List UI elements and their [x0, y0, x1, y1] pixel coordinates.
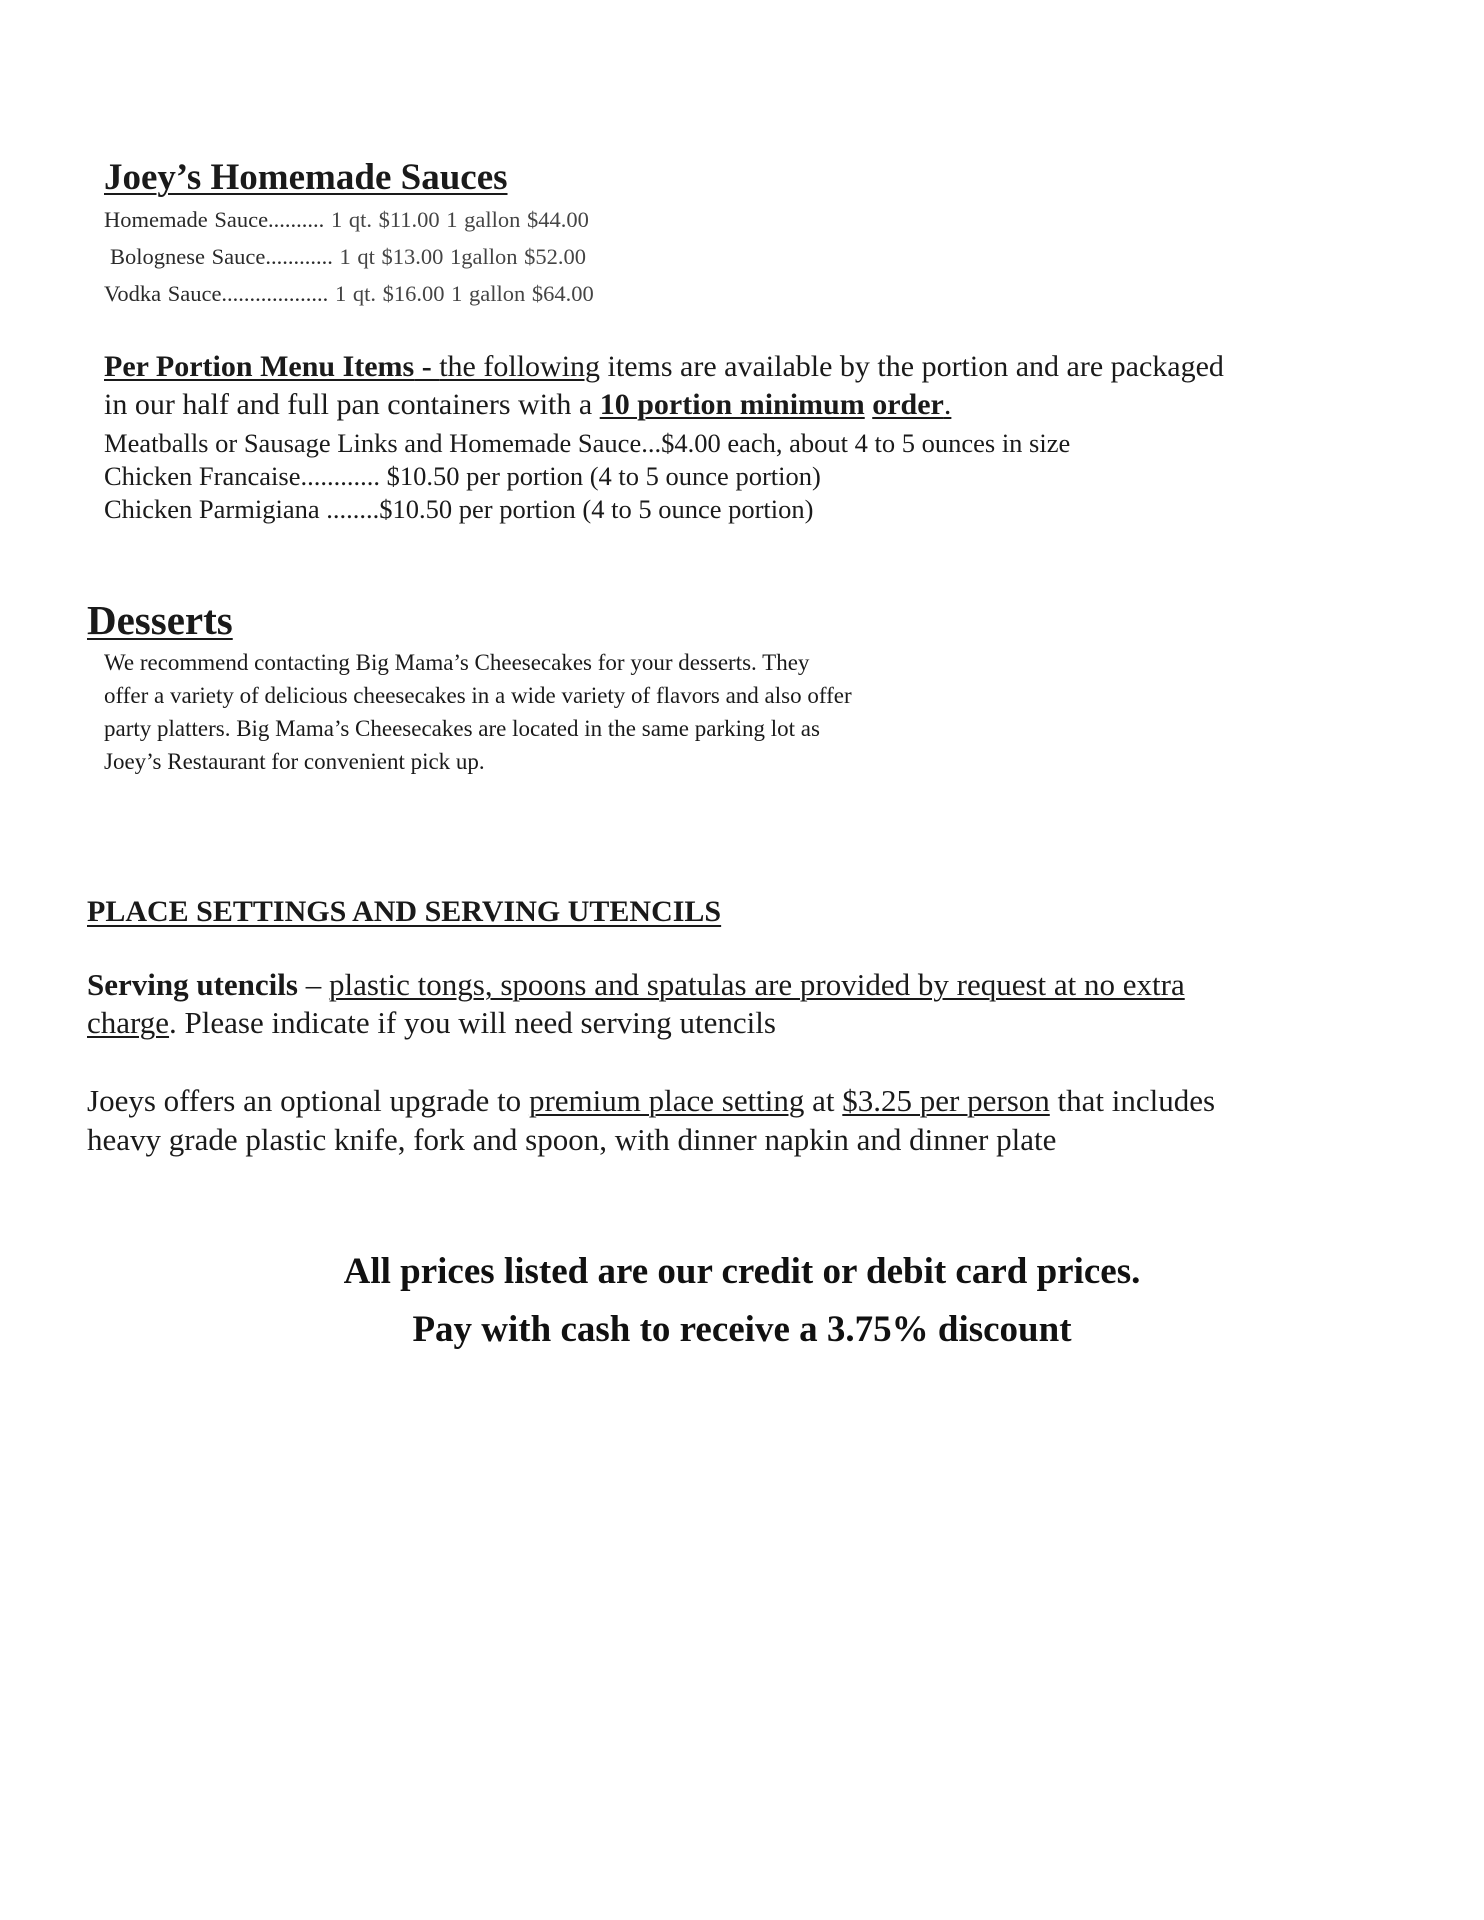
serving-utensils-line-2 — [87, 1005, 776, 1041]
footer-prices-note: All prices listed are our credit or debit card prices. — [343, 1251, 1141, 1292]
sauces-heading: Joey’s Homemade Sauces — [104, 157, 508, 198]
portion-heading: Per Portion Menu Items — [104, 350, 415, 383]
desserts-text-line: We recommend contacting Big Mama’s Cheesecakes for your desserts. They — [104, 650, 810, 675]
sauce-name: Homemade Sauce.......... — [104, 207, 325, 232]
sauce-name: Bolognese Sauce............ — [110, 244, 333, 269]
sauce-gallon-price: 1 gallon $44.00 — [446, 207, 589, 232]
upgrade-at: at — [804, 1083, 843, 1118]
portion-minimum: 10 portion minimum — [599, 388, 865, 421]
upgrade-post: that includes — [1049, 1083, 1216, 1118]
upgrade-pre: Joeys offers an optional upgrade to — [87, 1083, 529, 1118]
sauce-gallon-price: 1 gallon $64.00 — [451, 281, 594, 306]
sauce-quart-price: 1 qt. $16.00 — [334, 281, 445, 306]
sauce-item-bolognese — [110, 244, 586, 270]
portion-item-parmigiana: Chicken Parmigiana ........$10.50 per portion (4 to 5 ounce portion) — [104, 494, 814, 524]
serving-utensils-dash: – — [297, 967, 329, 1002]
serving-utensils-underlined: plastic tongs, spoons and spatulas are provided by request at no extra — [328, 967, 1185, 1002]
sauce-name: Vodka Sauce................... — [104, 281, 329, 306]
upgrade-price: $3.25 per person — [842, 1083, 1050, 1118]
portion-order: order — [872, 388, 944, 421]
portion-item-meatballs: Meatballs or Sausage Links and Homemade Sauce...$4.00 each, about 4 to 5 ounces in size — [104, 428, 1071, 458]
portion-period: . — [943, 388, 952, 421]
desserts-text-line: offer a variety of delicious cheesecakes in a wide variety of flavors and also offer — [104, 683, 852, 708]
sauce-item-vodka — [104, 281, 594, 307]
sauce-quart-price: 1 qt $13.00 — [339, 244, 444, 269]
footer-cash-discount: Pay with cash to receive a 3.75% discount — [412, 1309, 1072, 1350]
desserts-heading: Desserts — [87, 597, 233, 643]
portion-intro-line-1 — [104, 350, 1224, 384]
sauce-gallon-price: 1gallon $52.00 — [449, 244, 586, 269]
portion-dash: - — [414, 350, 440, 383]
desserts-text-line: party platters. Big Mama’s Cheesecakes are located in the same parking lot as — [104, 716, 820, 741]
portion-intro-line2: in our half and full pan containers with a — [104, 388, 600, 421]
sauce-quart-price: 1 qt. $11.00 — [330, 207, 440, 232]
portion-following: the following — [439, 350, 601, 383]
portion-item-francaise: Chicken Francaise............ $10.50 per portion (4 to 5 ounce portion) — [104, 461, 821, 491]
upgrade-line-1 — [87, 1083, 1215, 1119]
serving-utensils-line-1 — [87, 967, 1185, 1003]
portion-intro-line-2 — [104, 388, 951, 422]
serving-utensils-rest: . Please indicate if you will need serving utencils — [169, 1005, 776, 1040]
serving-utensils-label: Serving utencils — [87, 967, 298, 1002]
desserts-text-line: Joey’s Restaurant for convenient pick up. — [104, 749, 485, 774]
upgrade-premium: premium place setting — [528, 1083, 805, 1118]
place-settings-heading: PLACE SETTINGS AND SERVING UTENCILS — [87, 895, 722, 928]
upgrade-line-2: heavy grade plastic knife, fork and spoon, with dinner napkin and dinner plate — [87, 1122, 1057, 1157]
portion-intro-rest: items are available by the portion and are packaged — [600, 350, 1224, 383]
sauce-item-homemade — [104, 207, 589, 233]
serving-utensils-charge: charge — [87, 1005, 170, 1040]
